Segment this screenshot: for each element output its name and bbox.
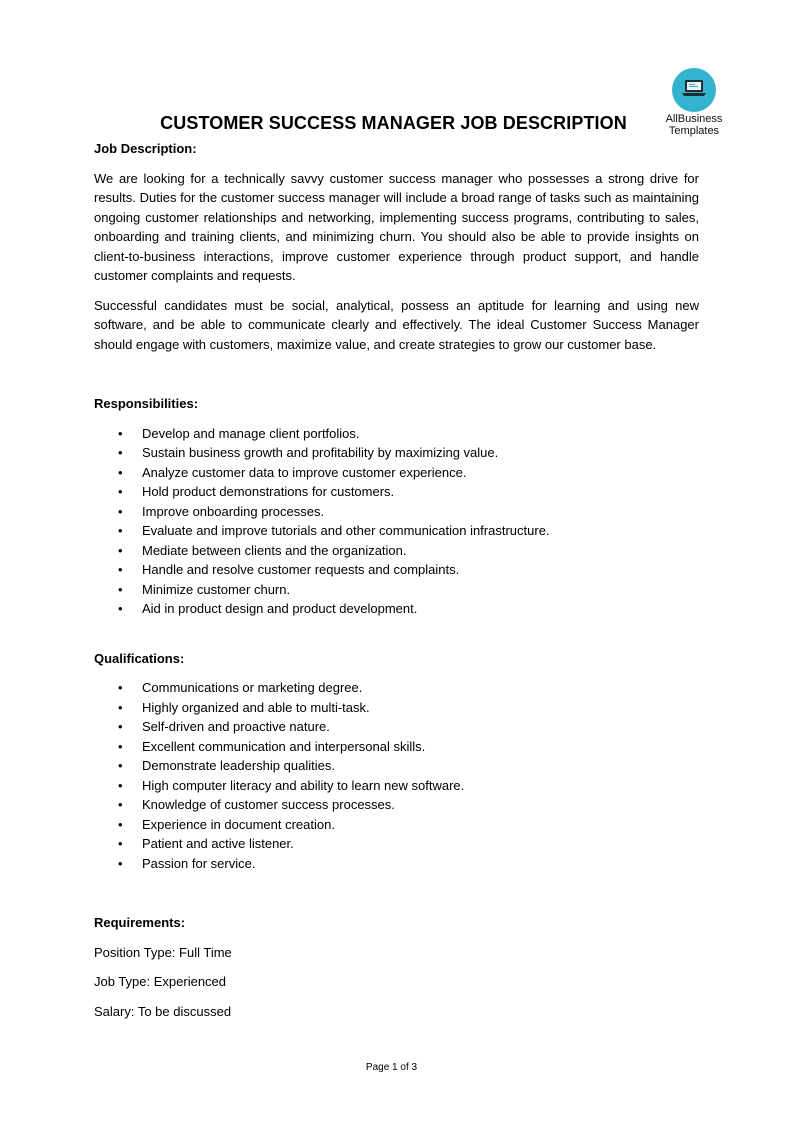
bullet: •: [118, 816, 123, 832]
bullet: •: [118, 758, 123, 773]
bullet: •: [118, 445, 123, 460]
qualifications-heading: Qualifications:: [94, 650, 185, 666]
list-item-text: Knowledge of customer success processes.: [142, 797, 395, 812]
list-item: [94, 776, 699, 796]
list-item: [94, 815, 699, 835]
document-body: [94, 139, 699, 1021]
list-item-text: Excellent communication and interpersonal skills.: [142, 738, 426, 754]
list-item-text: Self-driven and proactive nature.: [142, 719, 330, 734]
bullet: •: [118, 562, 123, 577]
requirement-salary: Salary: To be discussed: [94, 1003, 232, 1019]
list-item-text: Communications or marketing degree.: [142, 680, 363, 695]
list-item-text: Aid in product design and product development.: [142, 601, 418, 616]
list-item: [94, 443, 699, 463]
list-item: [94, 502, 699, 522]
list-item-text: Develop and manage client portfolios.: [142, 425, 360, 441]
list-item-text: Highly organized and able to multi-task.: [142, 699, 370, 715]
bullet: •: [118, 425, 123, 441]
list-item: [94, 463, 699, 483]
list-item-text: Passion for service.: [142, 855, 256, 871]
document-title: CUSTOMER SUCCESS MANAGER JOB DESCRIPTION: [160, 113, 627, 133]
list-item: [94, 521, 699, 541]
list-item-text: Handle and resolve customer requests and complaints.: [142, 562, 460, 577]
list-item: [94, 424, 699, 444]
bullet: •: [118, 523, 123, 538]
bullet: •: [118, 738, 123, 754]
responsibilities-heading: Responsibilities:: [94, 396, 199, 411]
list-item-text: Patient and active listener.: [142, 836, 294, 851]
list-item: [94, 717, 699, 737]
list-item-text: Analyze customer data to improve customer experience.: [142, 464, 467, 480]
bullet: •: [118, 542, 123, 558]
job-description-heading: Job Description:: [94, 141, 197, 156]
list-item-text: High computer literacy and ability to learn new software.: [142, 777, 465, 793]
list-item: [94, 854, 699, 874]
list-item: [94, 795, 699, 815]
list-item: [94, 560, 699, 580]
list-item: [94, 580, 699, 600]
bullet: •: [118, 601, 123, 616]
bullet: •: [118, 836, 123, 851]
job-description-paragraph-1: We are looking for a technically savvy customer success manager who possesses a strong drive for results. Duties for the customer success manager will include a broad range of tasks such as maintaining ongoing customer relationships and networking, implementing success programs, contributing to sales, onboarding and training clients, and minimizing churn. You should also be able to provide insights on client-to-business interactions, improve customer experience through product support, and handle customer complaints and requests.: [94, 170, 699, 283]
bullet: •: [118, 503, 123, 519]
list-item-text: Demonstrate leadership qualities.: [142, 758, 335, 773]
laptop-icon: [680, 78, 708, 100]
responsibilities-list: [94, 424, 699, 619]
bullet: •: [118, 484, 123, 499]
logo-line-2: Templates: [668, 125, 720, 137]
list-item: [94, 698, 699, 718]
bullet: •: [118, 797, 123, 812]
list-item: [94, 756, 699, 776]
list-item-text: Hold product demonstrations for customers.: [142, 484, 395, 499]
list-item-text: Sustain business growth and profitability by maximizing value.: [142, 445, 499, 460]
requirement-position-type: Position Type: Full Time: [94, 944, 232, 960]
logo-badge: [672, 68, 716, 112]
bullet: •: [118, 777, 123, 793]
job-description-paragraph-2: Successful candidates must be social, analytical, possess an aptitude for learning and using new software, and be able to communicate clearly and effectively. The ideal Customer Success Manager should engage with customers, maximize value, and create strategies to grow our customer base.: [94, 297, 699, 352]
list-item: [94, 834, 699, 854]
bullet: •: [118, 581, 123, 597]
list-item: [94, 482, 699, 502]
list-item: [94, 737, 699, 757]
list-item-text: Minimize customer churn.: [142, 581, 291, 597]
bullet: •: [118, 855, 123, 871]
requirements-heading: Requirements:: [94, 915, 186, 930]
qualifications-list: [94, 678, 699, 873]
page-number: Page 1 of 3: [365, 1062, 418, 1073]
list-item-text: Improve onboarding processes.: [142, 503, 325, 519]
list-item: [94, 599, 699, 619]
bullet: •: [118, 680, 123, 695]
logo-line-1: AllBusiness: [665, 113, 723, 125]
requirement-job-type: Job Type: Experienced: [94, 974, 227, 989]
list-item-text: Evaluate and improve tutorials and other communication infrastructure.: [142, 523, 550, 538]
bullet: •: [118, 699, 123, 715]
bullet: •: [118, 719, 123, 734]
list-item: [94, 541, 699, 561]
list-item-text: Experience in document creation.: [142, 816, 335, 832]
list-item: [94, 678, 699, 698]
bullet: •: [118, 464, 123, 480]
list-item-text: Mediate between clients and the organization.: [142, 542, 407, 558]
